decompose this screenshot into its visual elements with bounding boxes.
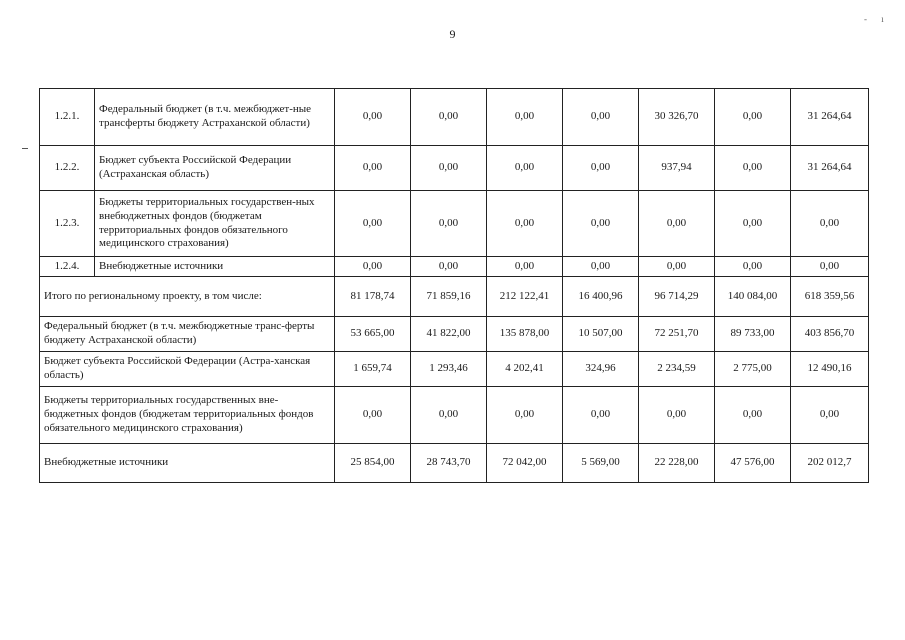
summary-label: Итого по региональному проекту, в том числе: xyxy=(40,277,335,317)
cell-value: 12 490,16 xyxy=(791,352,869,387)
cell-value: 0,00 xyxy=(487,257,563,277)
cell-value: 0,00 xyxy=(335,146,411,191)
row-code: 1.2.3. xyxy=(40,191,95,257)
cell-value: 0,00 xyxy=(639,387,715,444)
cell-value: 71 859,16 xyxy=(411,277,487,317)
cell-value: 1 659,74 xyxy=(335,352,411,387)
cell-value: 0,00 xyxy=(715,89,791,146)
row-label: Бюджет субъекта Российской Федерации (Астраханская область) xyxy=(95,146,335,191)
cell-value: 618 359,56 xyxy=(791,277,869,317)
summary-label: Федеральный бюджет (в т.ч. межбюджетные транс-ферты бюджету Астраханской области) xyxy=(40,317,335,352)
cell-value: 403 856,70 xyxy=(791,317,869,352)
row-label: Федеральный бюджет (в т.ч. межбюджет-ные трансферты бюджету Астраханской области) xyxy=(95,89,335,146)
cell-value: 0,00 xyxy=(563,89,639,146)
row-code: 1.2.2. xyxy=(40,146,95,191)
summary-row xyxy=(40,444,869,483)
table-row xyxy=(40,146,869,191)
cell-value: 0,00 xyxy=(791,387,869,444)
cell-value: 10 507,00 xyxy=(563,317,639,352)
cell-value: 1 293,46 xyxy=(411,352,487,387)
cell-value: 0,00 xyxy=(411,257,487,277)
cell-value: 72 251,70 xyxy=(639,317,715,352)
cell-value: 81 178,74 xyxy=(335,277,411,317)
cell-value: 2 234,59 xyxy=(639,352,715,387)
cell-value: 0,00 xyxy=(411,146,487,191)
cell-value: 0,00 xyxy=(715,257,791,277)
page-number: 9 xyxy=(449,27,456,41)
cell-value: 0,00 xyxy=(487,387,563,444)
cell-value: 30 326,70 xyxy=(639,89,715,146)
cell-value: 4 202,41 xyxy=(487,352,563,387)
budget-table xyxy=(39,88,869,483)
cell-value: 937,94 xyxy=(639,146,715,191)
cell-value: 324,96 xyxy=(563,352,639,387)
cell-value: 0,00 xyxy=(791,191,869,257)
row-code: 1.2.4. xyxy=(40,257,95,277)
cell-value: 0,00 xyxy=(563,191,639,257)
cell-value: 96 714,29 xyxy=(639,277,715,317)
cell-value: 0,00 xyxy=(411,387,487,444)
cell-value: 0,00 xyxy=(791,257,869,277)
summary-row xyxy=(40,352,869,387)
table-row xyxy=(40,89,869,146)
summary-label: Бюджет субъекта Российской Федерации (Астра-ханская область) xyxy=(40,352,335,387)
cell-value: 25 854,00 xyxy=(335,444,411,483)
cell-value: 0,00 xyxy=(487,89,563,146)
cell-value: 0,00 xyxy=(487,146,563,191)
cell-value: 2 775,00 xyxy=(715,352,791,387)
cell-value: 41 822,00 xyxy=(411,317,487,352)
cell-value: 0,00 xyxy=(411,191,487,257)
cell-value: 0,00 xyxy=(715,191,791,257)
cell-value: 202 012,7 xyxy=(791,444,869,483)
summary-row xyxy=(40,317,869,352)
cell-value: 0,00 xyxy=(335,191,411,257)
cell-value: 0,00 xyxy=(715,387,791,444)
cell-value: 16 400,96 xyxy=(563,277,639,317)
margin-tick-mark xyxy=(22,148,28,149)
cell-value: 0,00 xyxy=(335,89,411,146)
cell-value: 72 042,00 xyxy=(487,444,563,483)
summary-row xyxy=(40,387,869,444)
row-label: Бюджеты территориальных государствен-ных внебюджетных фондов (бюджетам территориальных фондов обязательного медицинского страхования) xyxy=(95,191,335,257)
cell-value: 22 228,00 xyxy=(639,444,715,483)
cell-value: 0,00 xyxy=(411,89,487,146)
cell-value: 53 665,00 xyxy=(335,317,411,352)
row-code: 1.2.1. xyxy=(40,89,95,146)
summary-label: Внебюджетные источники xyxy=(40,444,335,483)
row-label: Внебюджетные источники xyxy=(95,257,335,277)
cell-value: 0,00 xyxy=(487,191,563,257)
cell-value: 0,00 xyxy=(563,257,639,277)
cell-value: 5 569,00 xyxy=(563,444,639,483)
cell-value: 140 084,00 xyxy=(715,277,791,317)
cell-value: 0,00 xyxy=(335,387,411,444)
cell-value: 31 264,64 xyxy=(791,146,869,191)
cell-value: 31 264,64 xyxy=(791,89,869,146)
table-row xyxy=(40,191,869,257)
cell-value: 89 733,00 xyxy=(715,317,791,352)
table-row xyxy=(40,257,869,277)
cell-value: 0,00 xyxy=(639,191,715,257)
cell-value: 0,00 xyxy=(563,387,639,444)
corner-scan-mark: - ı xyxy=(864,14,890,24)
summary-label: Бюджеты территориальных государственных вне-бюджетных фондов (бюджетам территориальных фондов обязательного медицинского страхования) xyxy=(40,387,335,444)
cell-value: 212 122,41 xyxy=(487,277,563,317)
cell-value: 135 878,00 xyxy=(487,317,563,352)
cell-value: 0,00 xyxy=(563,146,639,191)
cell-value: 47 576,00 xyxy=(715,444,791,483)
cell-value: 0,00 xyxy=(335,257,411,277)
cell-value: 0,00 xyxy=(715,146,791,191)
summary-row xyxy=(40,277,869,317)
cell-value: 0,00 xyxy=(639,257,715,277)
cell-value: 28 743,70 xyxy=(411,444,487,483)
